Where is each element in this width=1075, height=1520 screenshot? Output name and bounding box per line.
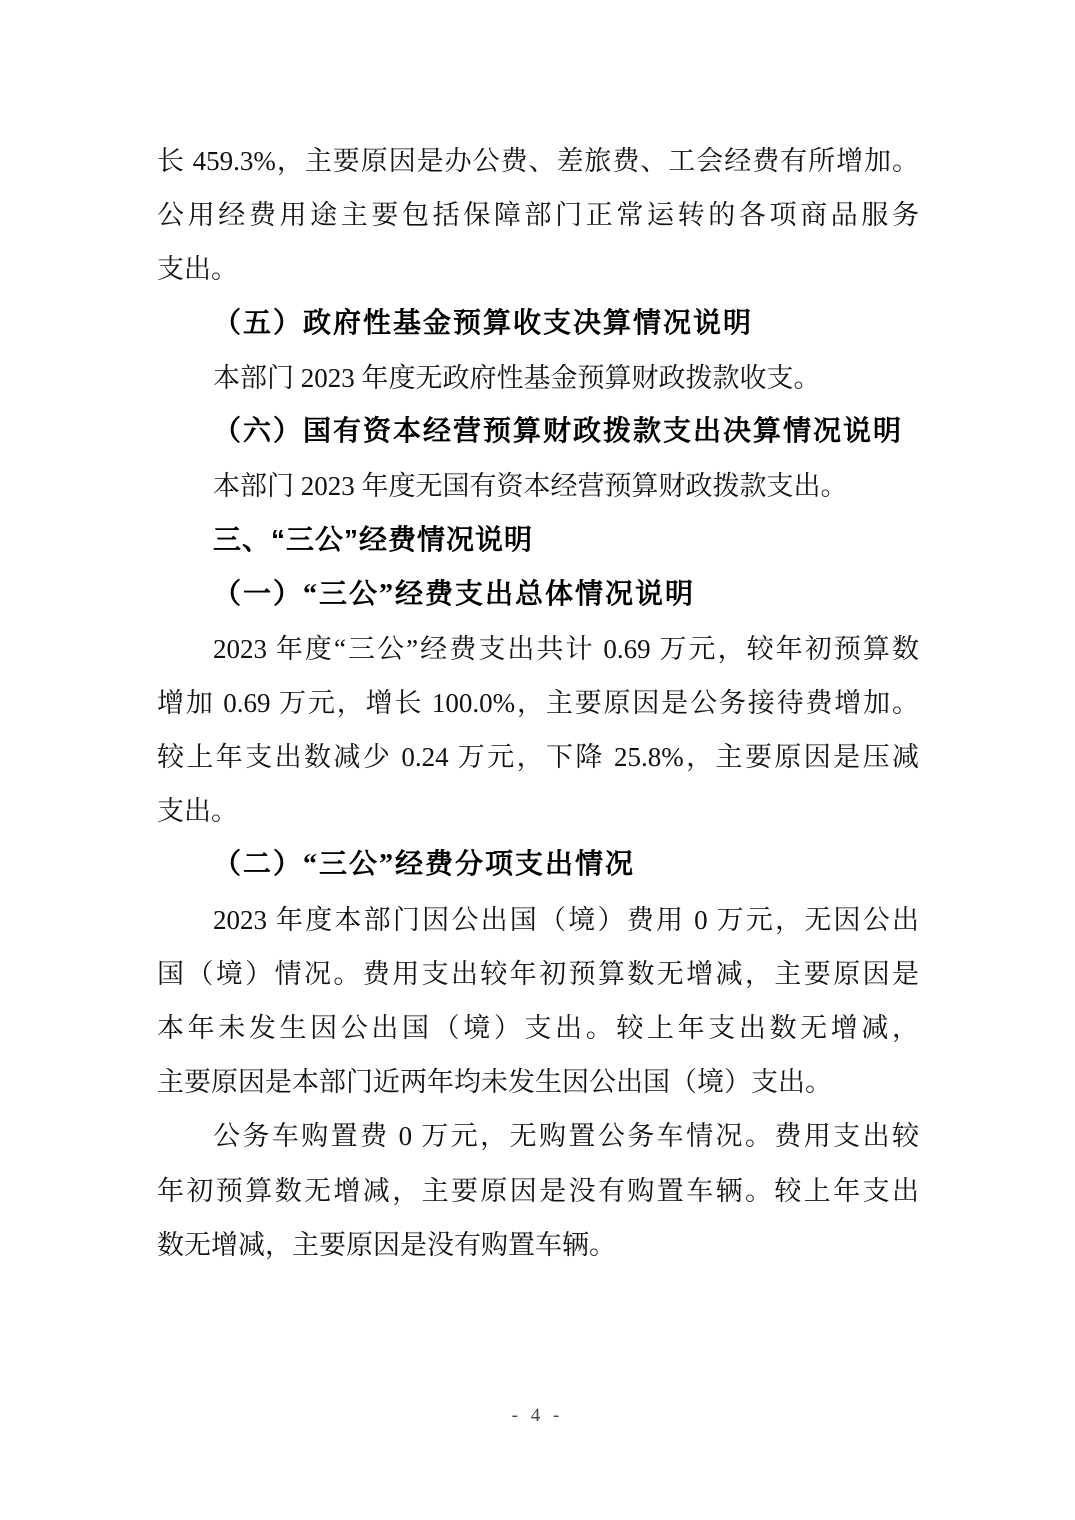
text-line: 支出。	[157, 254, 238, 285]
heading-line: 三、“三公”经费情况说明	[213, 524, 534, 556]
text-line: 主要原因是本部门近两年均未发生因公出国（境）支出。	[157, 1067, 832, 1098]
text-line: 支出。	[157, 796, 238, 827]
heading-line: （六）国有资本经营预算财政拨款支出决算情况说明	[213, 415, 904, 447]
text-line: 2023 年度本部门因公出国（境）费用 0 万元，无因公出	[213, 904, 919, 935]
heading-line: （一）“三公”经费支出总体情况说明	[213, 578, 696, 610]
text-line: 国（境）情况。费用支出较年初预算数无增减，主要原因是	[157, 958, 919, 989]
text-line: 2023 年度“三公”经费支出共计 0.69 万元，较年初预算数	[213, 633, 919, 664]
document-lines	[157, 134, 919, 1272]
text-line: 增加 0.69 万元，增长 100.0%，主要原因是公务接待费增加。	[157, 687, 919, 718]
text-line: 较上年支出数减少 0.24 万元，下降 25.8%，主要原因是压减	[157, 742, 919, 773]
text-line: 本部门 2023 年度无政府性基金预算财政拨款收支。	[213, 362, 821, 393]
text-line: 本部门 2023 年度无国有资本经营预算财政拨款支出。	[213, 471, 848, 502]
heading-line: （二）“三公”经费分项支出情况	[213, 849, 636, 881]
heading-line: （五）政府性基金预算收支决算情况说明	[213, 307, 754, 339]
text-line: 数无增减，主要原因是没有购置车辆。	[157, 1229, 616, 1260]
text-line: 公用经费用途主要包括保障部门正常运转的各项商品服务	[157, 200, 919, 231]
text-line: 长 459.3%，主要原因是办公费、差旅费、工会经费有所增加。	[157, 146, 919, 176]
text-line: 年初预算数无增减，主要原因是没有购置车辆。较上年支出	[157, 1175, 919, 1206]
page-number: - 4 -	[511, 1405, 564, 1426]
text-line: 本年未发生因公出国（境）支出。较上年支出数无增减，	[157, 1013, 919, 1043]
text-line: 公务车购置费 0 万元，无购置公务车情况。费用支出较	[213, 1121, 919, 1152]
